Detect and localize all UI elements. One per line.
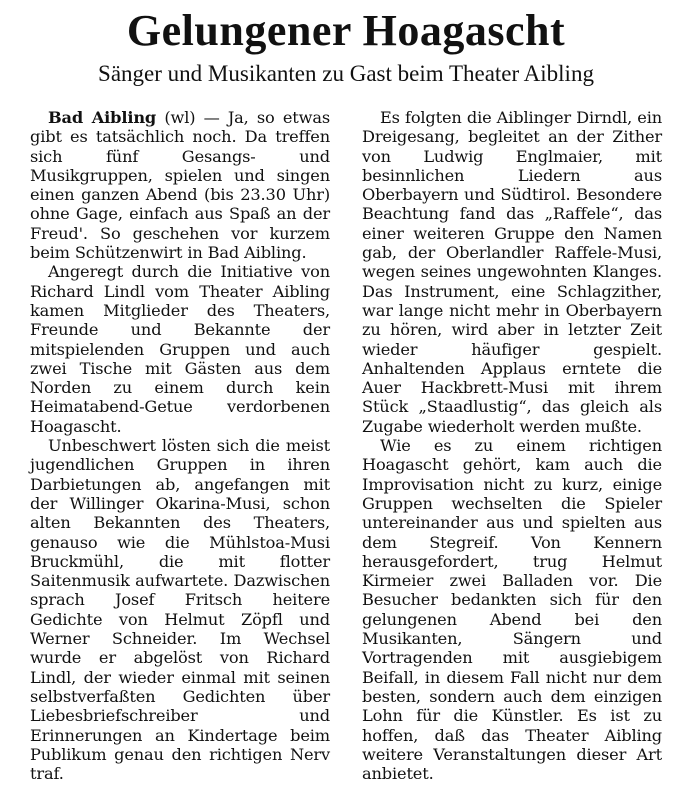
paragraph-text: Ja, so etwas gibt es tatsächlich noch. Da treffen sich fünf Gesangs- und Musikgruppen, spielen und singen einen ganzen Abend (bis 23.30 Uhr) ohne Gage, einfach aus Spaß an der Freud'. So geschehen vor kurzem beim Schützenwirt in Bad Aibling.	[30, 108, 330, 263]
paragraph: Angeregt durch die Initiative von Richard Lindl vom Theater Aibling kamen Mitglieder des Theaters, Freunde und Bekannte der mitspielenden Gruppen und auch zwei Tische mit Gästen aus dem Norden zu einem durch kein Heimatabend-Getue verdorbenen Hoagascht.	[30, 262, 330, 436]
left-column	[30, 108, 330, 783]
dateline: Bad Aibling	[48, 108, 157, 127]
paragraph: Es folgten die Aiblinger Dirndl, ein Dreigesang, begleitet an der Zither von Ludwig Englmaier, mit besinnlichen Liedern aus Oberbayern und Südtirol. Besondere Beachtung fand das „Raffele“, das einer weiteren Gruppe den Namen gab, der Oberlandler Raffele-Musi, wegen seines ungewohnten Klanges. Das Instrument, eine Schlagzither, war lange nicht mehr in Oberbayern zu hören, wird aber in letzter Zeit wieder häufiger gespielt. Anhaltenden Applaus erntete die Auer Hackbrett-Musi mit ihrem Stück „Staadlustig“, das gleich als Zugabe wiederholt werden mußte.	[362, 108, 662, 436]
byline: (wl) —	[156, 108, 228, 127]
subheadline: Sänger und Musikanten zu Gast beim Theater Aibling	[98, 61, 594, 86]
paragraph: Wie es zu einem richtigen Hoagascht gehört, kam auch die Improvisation nicht zu kurz, einige Gruppen wechselten die Spieler untereinander aus und spielten aus dem Stegreif. Von Kennern herausgefordert, trug Helmut Kirmeier zwei Balladen vor. Die Besucher bedankten sich für den gelungenen Abend bei den Musikanten, Sängern und Vortragenden mit ausgiebigem Beifall, in diesem Fall nicht nur dem besten, sondern auch dem einzigen Lohn für die Künstler. Es ist zu hoffen, daß das Theater Aibling weitere Veranstaltungen dieser Art anbietet.	[362, 436, 662, 784]
article-body	[30, 108, 662, 783]
paragraph: Unbeschwert lösten sich die meist jugendlichen Gruppen in ihren Darbietungen ab, angefangen mit der Willinger Okarina-Musi, schon alten Bekannten des Theaters, genauso wie die Mühlstoa-Musi Bruckmühl, die mit flotter Saitenmusik aufwartete. Dazwischen sprach Josef Fritsch heitere Gedichte von Helmut Zöpfl und Werner Schneider. Im Wechsel wurde er abgelöst von Richard Lindl, der wieder einmal mit seinen selbstverfaßten Gedichten über Liebesbriefschreiber und Erinnerungen an Kindertage beim Publikum genau den richtigen Nerv traf.	[30, 436, 330, 784]
paragraph	[30, 108, 330, 262]
right-column	[362, 108, 662, 783]
headline: Gelungener Hoagascht	[126, 6, 566, 55]
